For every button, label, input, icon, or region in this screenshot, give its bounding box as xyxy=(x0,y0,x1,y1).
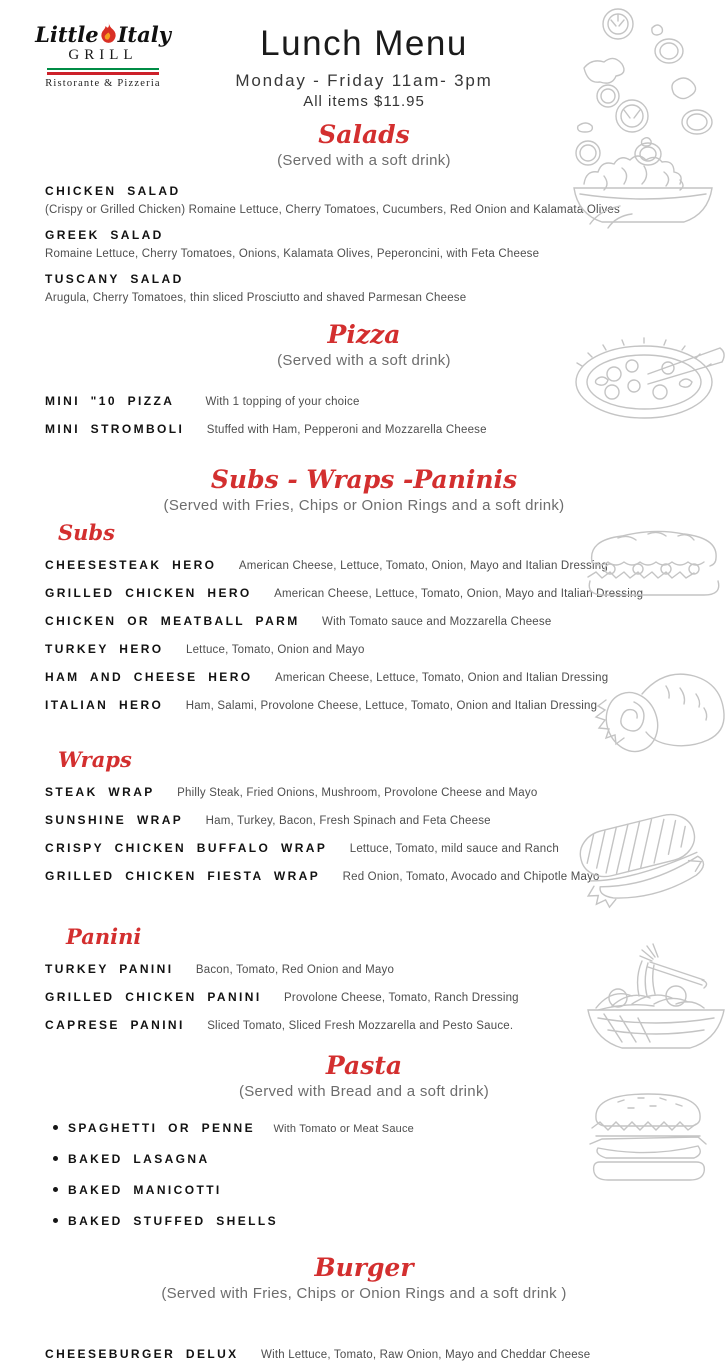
menu-item-desc: (Crispy or Grilled Chicken) Romaine Lettuce, Cherry Tomatoes, Cucumbers, Red Onion and Kalamata Olives xyxy=(45,204,620,216)
page-title: Lunch Menu xyxy=(260,24,468,63)
menu-item-name: ITALIAN HERO xyxy=(45,698,164,712)
pizza-items xyxy=(0,392,728,438)
menu-item xyxy=(45,668,728,686)
salads-items xyxy=(0,182,728,305)
pizza-subtitle: (Served with a soft drink) xyxy=(277,352,451,369)
menu-item-name: BAKED STUFFED SHELLS xyxy=(68,1214,279,1228)
menu-item xyxy=(45,392,728,410)
menu-item xyxy=(45,1345,728,1363)
menu-item-desc: Ham, Turkey, Bacon, Fresh Spinach and Feta Cheese xyxy=(205,815,491,827)
flame-icon xyxy=(101,22,116,46)
menu-price-note: All items $11.95 xyxy=(303,93,425,110)
menu-item-name: TURKEY PANINI xyxy=(45,962,174,976)
menu-item xyxy=(45,867,728,885)
menu-item xyxy=(45,612,728,630)
menu-item-name: CHEESESTEAK HERO xyxy=(45,558,217,572)
menu-item-desc: Provolone Cheese, Tomato, Ranch Dressing xyxy=(284,992,519,1004)
menu-item-desc: With Tomato sauce and Mozzarella Cheese xyxy=(322,616,552,628)
menu-item xyxy=(45,1181,728,1199)
logo-grill-text: GRILL xyxy=(68,47,138,63)
menu-item xyxy=(45,182,728,217)
subsection-title-subs: Subs xyxy=(58,520,115,545)
menu-item-desc: American Cheese, Lettuce, Tomato, Onion and Italian Dressing xyxy=(274,672,609,684)
menu-item-name: TUSCANY SALAD xyxy=(45,272,184,286)
menu-item-name: CHEESEBURGER DELUX xyxy=(45,1347,239,1361)
logo-name-right: Italy xyxy=(117,21,171,47)
menu-item-name: CHICKEN OR MEATBALL PARM xyxy=(45,614,300,628)
menu-item xyxy=(45,270,728,305)
menu-item-name: MINI STROMBOLI xyxy=(45,422,185,436)
menu-item-desc: Lettuce, Tomato, mild sauce and Ranch xyxy=(349,843,559,855)
menu-item-desc: With 1 topping of your choice xyxy=(205,396,360,408)
menu-item-name: BAKED MANICOTTI xyxy=(68,1183,222,1197)
menu-item-desc: Sliced Tomato, Sliced Fresh Mozzarella and Pesto Sauce. xyxy=(207,1020,514,1032)
menu-item-name: GRILLED CHICKEN FIESTA WRAP xyxy=(45,869,321,883)
menu-item-desc: Red Onion, Tomato, Avocado and Chipotle Mayo xyxy=(342,871,600,883)
section-title-pizza: Pizza xyxy=(327,320,401,349)
subsection-title-wraps: Wraps xyxy=(58,747,132,772)
menu-item-name: SPAGHETTI OR PENNE xyxy=(68,1121,255,1135)
section-title-burger: Burger xyxy=(314,1253,414,1282)
menu-item-name: TURKEY HERO xyxy=(45,642,164,656)
logo-tagline: Ristorante & Pizzeria xyxy=(45,78,161,89)
burger-subtitle: (Served with Fries, Chips or Onion Rings and a soft drink ) xyxy=(161,1285,567,1302)
subs-group xyxy=(0,520,728,1034)
menu-item-desc: With Tomato or Meat Sauce xyxy=(273,1123,414,1135)
bullet-dot xyxy=(53,1125,58,1130)
menu-item xyxy=(45,226,728,261)
menu-hours: Monday - Friday 11am- 3pm xyxy=(235,71,493,90)
logo-name xyxy=(35,21,171,47)
green-stripe xyxy=(47,68,159,70)
bullet-dot xyxy=(53,1218,58,1223)
menu-item-desc: Romaine Lettuce, Cherry Tomatoes, Onions, Kalamata Olives, Peperoncini, with Feta Cheese xyxy=(45,248,540,260)
menu-item-name: CHICKEN SALAD xyxy=(45,184,181,198)
menu-item-name: CRISPY CHICKEN BUFFALO WRAP xyxy=(45,841,328,855)
menu-item xyxy=(45,1150,728,1168)
menu-item-desc: Bacon, Tomato, Red Onion and Mayo xyxy=(195,964,395,976)
menu-item-desc: Stuffed with Ham, Pepperoni and Mozzarella Cheese xyxy=(206,424,487,436)
menu-item-name: CAPRESE PANINI xyxy=(45,1018,185,1032)
menu-item-desc: American Cheese, Lettuce, Tomato, Onion, Mayo and Italian Dressing xyxy=(238,560,608,572)
menu-item-desc: Ham, Salami, Provolone Cheese, Lettuce, Tomato, Onion and Italian Dressing xyxy=(185,700,598,712)
menu-item xyxy=(45,556,728,574)
section-title-salads: Salads xyxy=(318,120,410,149)
logo-italian-stripes xyxy=(47,68,159,75)
menu-item xyxy=(45,783,728,801)
menu-item-name: HAM AND CHEESE HERO xyxy=(45,670,253,684)
menu-item-name: GREEK SALAD xyxy=(45,228,164,242)
menu-item xyxy=(45,1119,728,1137)
menu-item xyxy=(45,1016,728,1034)
menu-item xyxy=(45,696,728,714)
menu-item-name: STEAK WRAP xyxy=(45,785,155,799)
menu-item-desc: Philly Steak, Fried Onions, Mushroom, Provolone Cheese and Mayo xyxy=(177,787,538,799)
menu-item-name: MINI "10 PIZZA xyxy=(45,394,175,408)
red-stripe xyxy=(47,72,159,75)
menu-item-name: GRILLED CHICKEN HERO xyxy=(45,586,252,600)
menu-item xyxy=(45,988,728,1006)
menu-item-name: GRILLED CHICKEN PANINI xyxy=(45,990,262,1004)
menu-item xyxy=(45,1212,728,1230)
menu-item xyxy=(45,640,728,658)
bullet-dot xyxy=(53,1156,58,1161)
menu-item xyxy=(45,839,728,857)
menu-item-desc: Lettuce, Tomato, Onion and Mayo xyxy=(185,644,365,656)
menu-item xyxy=(45,420,728,438)
menu-item-desc: With Lettuce, Tomato, Raw Onion, Mayo and Cheddar Cheese xyxy=(261,1349,591,1361)
menu-item xyxy=(45,584,728,602)
section-title-pasta: Pasta xyxy=(325,1051,403,1080)
menu-item-name: SUNSHINE WRAP xyxy=(45,813,184,827)
restaurant-logo xyxy=(35,21,171,89)
pasta-items xyxy=(0,1119,728,1230)
burger-items xyxy=(0,1345,728,1363)
menu-item xyxy=(45,960,728,978)
menu-item xyxy=(45,811,728,829)
swp-subtitle: (Served with Fries, Chips or Onion Rings and a soft drink) xyxy=(163,497,565,514)
bullet-dot xyxy=(53,1187,58,1192)
section-title-subs-wraps-paninis: Subs - Wraps -Paninis xyxy=(210,465,518,494)
logo-name-left: Little xyxy=(35,21,99,47)
subsection-title-panini: Panini xyxy=(66,924,142,949)
menu-item-name: BAKED LASAGNA xyxy=(68,1152,210,1166)
salads-subtitle: (Served with a soft drink) xyxy=(277,152,451,169)
menu-item-desc: American Cheese, Lettuce, Tomato, Onion, Mayo and Italian Dressing xyxy=(274,588,644,600)
menu-item-desc: Arugula, Cherry Tomatoes, thin sliced Prosciutto and shaved Parmesan Cheese xyxy=(45,292,467,304)
pasta-subtitle: (Served with Bread and a soft drink) xyxy=(238,1083,490,1100)
